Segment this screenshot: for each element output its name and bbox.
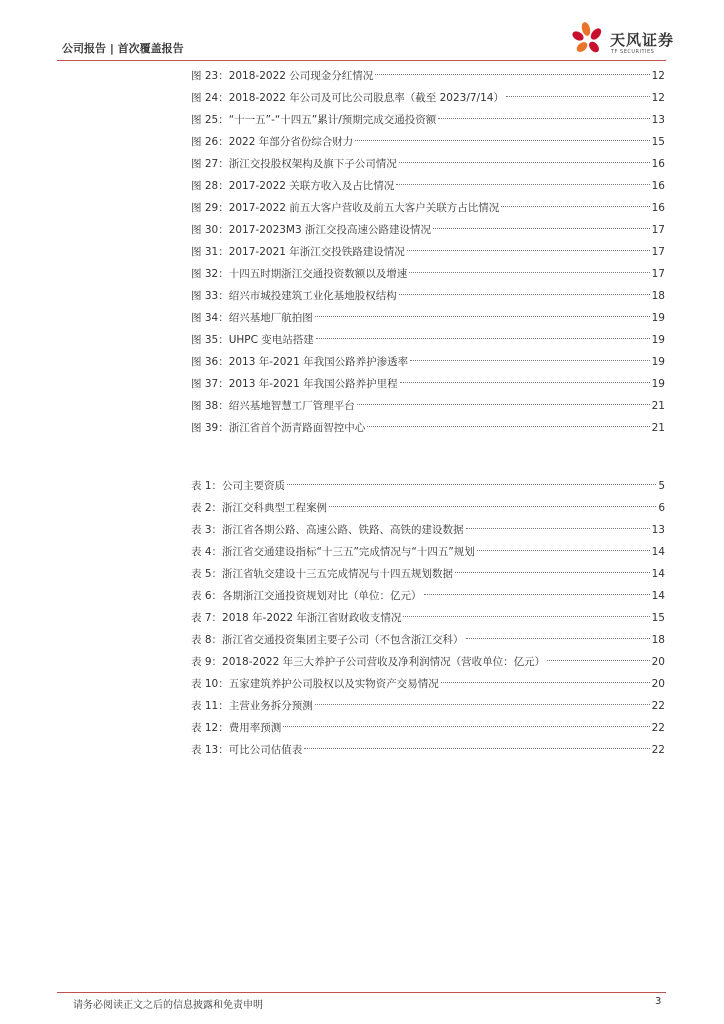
table-toc-entry-title: 表 10：五家建筑养护公司股权以及实物资产交易情况 [191,678,439,690]
figure-toc-entry-page: 16 [651,158,665,170]
figure-toc-entry-page: 19 [651,356,665,368]
figure-toc-entry[interactable] [191,241,665,263]
table-toc-entry-page: 20 [651,656,665,668]
page-number: 3 [655,996,662,1007]
figure-toc-entry[interactable] [191,153,665,175]
table-toc-entry-title: 表 2：浙江交科典型工程案例 [191,502,328,514]
table-toc-entry-title: 表 12：费用率预测 [191,722,282,734]
figure-toc-entry-page: 17 [651,246,665,258]
figure-list [191,65,665,439]
table-toc-entry-page: 13 [651,524,665,536]
company-logo [570,20,675,58]
header-divider [57,60,666,61]
dot-leader [399,162,650,163]
table-toc-entry-title: 表 9：2018-2022 年三大养护子公司营收及净利润情况（营收单位：亿元） [191,656,546,668]
figure-toc-entry[interactable] [191,351,665,373]
table-toc-entry-title: 表 5：浙江省轨交建设十三五完成情况与十四五规划数据 [191,568,454,580]
figure-toc-entry-title: 图 36：2013 年-2021 年我国公路养护渗透率 [191,356,409,368]
table-toc-entry-title: 表 8：浙江省交通投资集团主要子公司（不包含浙江交科） [191,634,464,646]
figure-toc-entry-title: 图 26：2022 年部分省份综合财力 [191,136,354,148]
table-toc-entry[interactable] [191,651,665,673]
table-toc-entry-page: 5 [658,480,665,492]
table-toc-entry-page: 14 [651,590,665,602]
table-toc-entry-page: 6 [658,502,665,514]
dot-leader [329,506,656,507]
table-toc-entry[interactable] [191,717,665,739]
table-toc-entry-title: 表 6：各期浙江交通投资规划对比（单位：亿元） [191,590,422,602]
dot-leader [477,550,650,551]
figure-toc-entry-title: 图 38：绍兴基地智慧工厂管理平台 [191,400,355,412]
footer-divider [57,992,666,993]
dot-leader [315,704,650,705]
table-toc-entry-title: 表 4：浙江省交通建设指标“十三五”完成情况与“十四五”规划 [191,546,475,558]
table-toc-entry-page: 22 [651,744,665,756]
logo-subtitle: TF SECURITIES [611,49,655,55]
figure-toc-entry-page: 21 [651,422,665,434]
figure-toc-entry-title: 图 27：浙江交投股权架构及旗下子公司情况 [191,158,397,170]
dot-leader [455,572,650,573]
dot-leader [357,404,650,405]
figure-toc-entry-page: 16 [651,202,665,214]
figure-toc-entry-title: 图 23：2018-2022 公司现金分红情况 [191,70,374,82]
dot-leader [441,682,650,683]
dot-leader [399,294,650,295]
table-toc-entry-page: 20 [651,678,665,690]
report-type-label: 公司报告 | 首次覆盖报告 [62,42,184,55]
table-toc-entry[interactable] [191,585,665,607]
dot-leader [547,660,650,661]
figure-toc-entry-title: 图 31：2017-2021 年浙江交投铁路建设情况 [191,246,405,258]
figure-toc-entry[interactable] [191,219,665,241]
figure-toc-entry[interactable] [191,307,665,329]
table-toc-entry[interactable] [191,519,665,541]
table-toc-entry[interactable] [191,629,665,651]
figure-toc-entry-page: 19 [651,378,665,390]
figure-toc-entry[interactable] [191,329,665,351]
table-toc-entry[interactable] [191,563,665,585]
figure-toc-entry[interactable] [191,417,665,439]
dot-leader [407,250,650,251]
table-toc-entry[interactable] [191,607,665,629]
figure-toc-entry[interactable] [191,373,665,395]
figure-toc-entry-title: 图 37：2013 年-2021 年我国公路养护里程 [191,378,398,390]
figure-toc-entry-page: 19 [651,334,665,346]
table-toc-entry-title: 表 1：公司主要资质 [191,480,286,492]
dot-leader [355,140,649,141]
dot-leader [315,316,650,317]
table-toc-entry-page: 22 [651,722,665,734]
table-toc-entry[interactable] [191,541,665,563]
figure-toc-entry-title: 图 34：绍兴基地厂航拍图 [191,312,313,324]
dot-leader [409,272,649,273]
dot-leader [367,426,649,427]
figure-toc-entry[interactable] [191,395,665,417]
footer-disclaimer: 请务必阅读正文之后的信息披露和免责申明 [73,1000,263,1011]
dot-leader [506,96,650,97]
logo-name: 天风证券 [610,31,675,49]
table-toc-entry-page: 14 [651,568,665,580]
table-toc-entry-page: 14 [651,546,665,558]
table-toc-entry-title: 表 11：主营业务拆分预测 [191,700,313,712]
figure-toc-entry-title: 图 32：十四五时期浙江交通投资数额以及增速 [191,268,408,280]
table-toc-entry-title: 表 13：可比公司估值表 [191,744,303,756]
dot-leader [375,74,649,75]
table-toc-entry-page: 22 [651,700,665,712]
figure-toc-entry-page: 12 [651,92,665,104]
dot-leader [438,118,649,119]
table-toc-entry-page: 18 [651,634,665,646]
dot-leader [287,484,656,485]
dot-leader [400,382,650,383]
figure-toc-entry[interactable] [191,285,665,307]
figure-toc-entry-title: 图 24：2018-2022 年公司及可比公司股息率（截至 2023/7/14） [191,92,504,104]
dot-leader [396,184,649,185]
table-toc-entry[interactable] [191,497,665,519]
figure-toc-entry-page: 17 [651,268,665,280]
figure-toc-entry-page: 19 [651,312,665,324]
figure-toc-entry[interactable] [191,131,665,153]
figure-toc-entry-title: 图 33：绍兴市城投建筑工业化基地股权结构 [191,290,397,302]
table-toc-entry[interactable] [191,695,665,717]
figure-toc-entry-title: 图 28：2017-2022 关联方收入及占比情况 [191,180,395,192]
table-list [191,475,665,761]
dot-leader [466,528,650,529]
table-toc-entry[interactable] [191,673,665,695]
table-toc-entry[interactable] [191,475,665,497]
table-toc-entry-title: 表 7：2018 年-2022 年浙江省财政收支情况 [191,612,402,624]
logo-flower-icon [570,20,610,58]
figure-toc-entry[interactable] [191,197,665,219]
dot-leader [304,748,649,749]
figure-toc-entry-title: 图 39：浙江省首个沥青路面智控中心 [191,422,366,434]
figure-toc-entry[interactable] [191,87,665,109]
figure-toc-entry-page: 12 [651,70,665,82]
figure-toc-entry-page: 21 [651,400,665,412]
figure-toc-entry[interactable] [191,263,665,285]
dot-leader [424,594,650,595]
dot-leader [403,616,649,617]
figure-toc-entry-title: 图 35：UHPC 变电站搭建 [191,334,314,346]
figure-toc-entry-page: 16 [651,180,665,192]
figure-toc-entry[interactable] [191,175,665,197]
table-toc-entry[interactable] [191,739,665,761]
dot-leader [466,638,650,639]
table-toc-entry-page: 15 [651,612,665,624]
dot-leader [433,228,650,229]
dot-leader [283,726,649,727]
dot-leader [501,206,649,207]
table-toc-entry-title: 表 3：浙江省各期公路、高速公路、铁路、高铁的建设数据 [191,524,464,536]
figure-toc-entry-page: 17 [651,224,665,236]
figure-toc-entry-page: 13 [651,114,665,126]
figure-toc-entry-title: 图 29：2017-2022 前五大客户营收及前五大客户关联方占比情况 [191,202,500,214]
figure-toc-entry-title: 图 25：“十一五”-“十四五”累计/预期完成交通投资额 [191,114,437,126]
dot-leader [410,360,650,361]
figure-toc-entry[interactable] [191,109,665,131]
dot-leader [316,338,650,339]
figure-toc-entry-page: 15 [651,136,665,148]
figure-toc-entry-page: 18 [651,290,665,302]
figure-toc-entry-title: 图 30：2017-2023M3 浙江交投高速公路建设情况 [191,224,432,236]
figure-toc-entry[interactable] [191,65,665,87]
